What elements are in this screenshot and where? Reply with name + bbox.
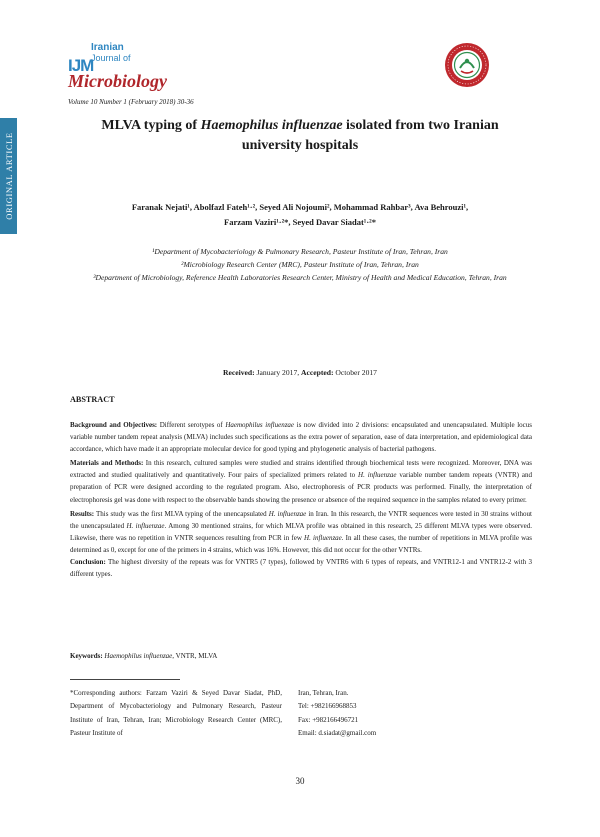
corresponding-author-note: *Corresponding authors: Farzam Vaziri & Seyed Davar Siadat, PhD, Department of Mycobacteriology and Pulmonary Research, Pasteur Institute of Iran, Tehran, Iran; Microbiology Research Center (MRC), Pasteur Institute of — [70, 689, 282, 738]
abstract-conclusion — [70, 556, 532, 580]
keywords-species: Haemophilus influenzae — [104, 652, 173, 660]
journal-logo-line2: Journal of — [91, 53, 131, 63]
keywords-label: Keywords: — [70, 652, 103, 660]
volume-info: Volume 10 Number 1 (February 2018) 30-36 — [68, 98, 194, 106]
article-type-tab — [0, 118, 17, 234]
results-label: Results: — [70, 509, 95, 518]
results-species-1: H. influenzae — [268, 509, 307, 518]
journal-logo-line1: Iranian — [91, 42, 124, 53]
contact-fax: Fax: +982166496721 — [298, 715, 359, 724]
title-suffix: isolated from two Iranian university hospitals — [241, 118, 499, 153]
affiliations — [80, 245, 520, 284]
conclusion-label: Conclusion: — [70, 558, 106, 567]
university-emblem-icon — [444, 42, 490, 88]
abstract-results — [70, 508, 532, 556]
abstract-methods — [70, 457, 532, 505]
keywords — [70, 650, 532, 662]
background-species: Haemophilus influenzae — [225, 421, 295, 429]
authors-line-1: Faranak Nejati¹, Abolfazl Fateh¹·², Seyed Ali Nojoumi², Mohammad Rahbar³, Ava Behrouzi¹, — [131, 202, 469, 212]
affiliation-2: ²Microbiology Research Center (MRC), Pasteur Institute of Iran, Tehran, Iran — [181, 260, 419, 269]
footnote-divider — [70, 679, 180, 680]
page-number: 30 — [295, 776, 305, 786]
authors-line-2: Farzam Vaziri¹·²*, Seyed Davar Siadat¹·²* — [224, 217, 376, 227]
contact-email: Email: d.siadat@gmail.com — [298, 729, 377, 738]
journal-logo-name: Microbiology — [68, 71, 167, 91]
results-species-2: H. influenzae — [126, 521, 165, 530]
contact-phone: Tel: +982166968853 — [298, 702, 357, 711]
background-text-a: Different serotypes of — [157, 421, 226, 429]
conclusion-text: The highest diversity of the repeats was for VNTR5 (7 types), followed by VNTR6 with 6 types of repeats, and VNTR12-1 and VNTR12-2 with 3 different types. — [70, 558, 532, 579]
methods-text-b: variable number tandem repeats (VNTR) and preparation of PCR were designed according to the regulated program. Also, electrophoresis of PCR products was performed. Finally, the interpretation of electrophoresis gel was done with respect to the observable bands showing the presence or absence of the required sequence in the samples related to every primer. — [70, 471, 532, 504]
results-text-a: This study was the first MLVA typing of the unencapsulated — [94, 509, 269, 518]
results-species-3: H. influenzae — [304, 533, 342, 542]
results-text-d: . In all these cases, the number of repetitions in MLVA profile was determined as 0, except for one of the primers in 4 strains, which was 16%. However, this did not occur for the other VNTRs. — [70, 533, 533, 554]
background-text-b: is now divided into 2 divisions: encapsulated and unencapsulated. Multiple locus variable number tandem repeat analysis (MLVA) includes such specifications as the extra power of separation, ease of data interpretation, and epidemiological data accordance, which have made it an appropriate molecular device for good typing and phylogenetic analysis of bacterial pathogens. — [70, 421, 532, 454]
affiliation-1: ¹Department of Mycobacteriology & Pulmonary Research, Pasteur Institute of Iran, Tehran, Iran — [152, 247, 448, 256]
keywords-text: , VNTR, MLVA — [172, 652, 218, 660]
contact-address: Iran, Tehran, Iran. — [298, 689, 349, 697]
results-text-b: in Iran. In this research, the VNTR sequences were tested in 30 strains without the unencapsulated — [70, 509, 532, 530]
title-prefix: MLVA typing of — [101, 118, 201, 133]
accepted-label: Accepted: — [301, 368, 334, 377]
abstract-body — [70, 419, 532, 580]
methods-label: Materials and Methods: — [70, 459, 144, 468]
article-type-label: ORIGINAL ARTICLE — [3, 132, 14, 220]
abstract-background — [70, 419, 532, 455]
journal-logo-mark: IJM — [68, 56, 94, 75]
methods-text-a: In this research, cultured samples were studied and strains identified through biochemical tests were recognized. Moreover, DNA was extracted and studied qualitatively and quantitatively. Four pairs of specialized primers related to — [70, 459, 532, 480]
received-label: Received: — [223, 368, 255, 377]
affiliation-3: ³Department of Microbiology, Reference Health Laboratories Research Center, Ministry of Health and Medical Education, Tehran, Iran — [93, 273, 507, 282]
title-species: Haemophilus influenzae — [200, 118, 343, 133]
received-value: January 2017, — [254, 368, 302, 377]
received-accepted-dates — [80, 368, 520, 377]
results-text-c: . Among 30 mentioned strains, for which MLVA profile was obtained in this research, 25 different MLVA types were observed. Likewise, there was no repetition in VNTR sequences resulting from PCR in few — [70, 521, 533, 542]
abstract-heading: ABSTRACT — [70, 395, 115, 404]
background-label: Background and Objectives: — [70, 421, 158, 429]
article-title — [90, 116, 510, 156]
author-list — [80, 200, 520, 230]
accepted-value: October 2017 — [333, 368, 377, 377]
methods-species: H. influenzae — [358, 471, 397, 480]
contact-details — [298, 687, 488, 741]
journal-logo — [68, 40, 188, 94]
